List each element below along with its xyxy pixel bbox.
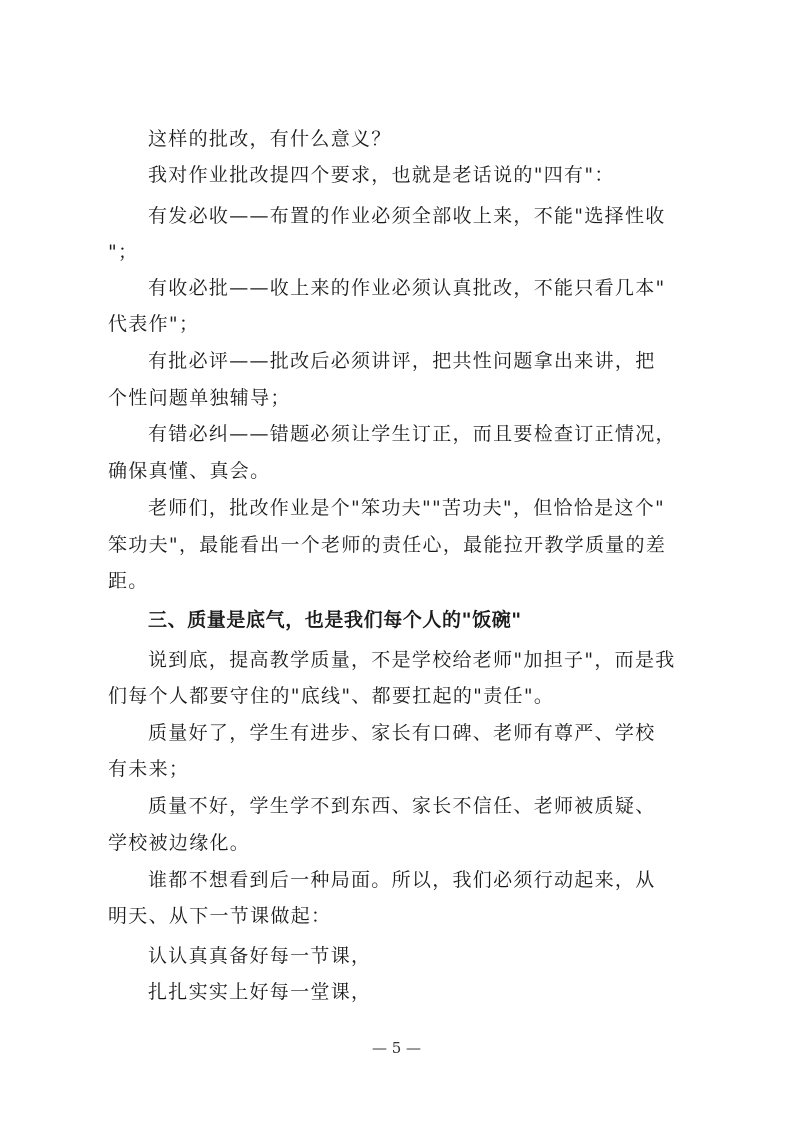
body-line: 们每个人都要守住的"底线"、都要扛起的"责任"。 — [108, 685, 555, 707]
section-heading: 三、质量是底气，也是我们每个人的"饭碗" — [148, 609, 522, 631]
body-line: 说到底，提高教学质量，不是学校给老师"加担子"，而是我 — [148, 649, 676, 671]
body-line: 有收必批——收上来的作业必须认真批改，不能只看几本" — [148, 277, 666, 299]
body-line: 谁都不想看到后一种局面。所以，我们必须行动起来，从 — [148, 869, 656, 891]
body-line: 老师们，批改作业是个"笨功夫""苦功夫"，但恰恰是这个" — [148, 497, 666, 519]
body-line: 有错必纠——错题必须让学生订正，而且要检查订正情况， — [148, 423, 676, 445]
body-line: 认认真真备好每一节课， — [148, 945, 372, 967]
body-line: 扎扎实实上好每一堂课， — [148, 981, 372, 1003]
body-line: 质量不好，学生学不到东西、家长不信任、老师被质疑、 — [148, 795, 656, 817]
body-line: 距。 — [108, 570, 149, 592]
body-line: 个性问题单独辅导； — [108, 387, 291, 409]
body-line: 明天、从下一节课做起： — [108, 905, 332, 927]
body-line: 质量好了，学生有进步、家长有口碑、老师有尊严、学校 — [148, 722, 656, 744]
body-line: 学校被边缘化。 — [108, 832, 251, 854]
page-number: — 5 — — [371, 1039, 422, 1057]
body-line: 笨功夫"，最能看出一个老师的责任心，最能拉开教学质量的差 — [108, 534, 667, 556]
body-line: 有未来； — [108, 758, 190, 780]
body-line: 有发必收——布置的作业必须全部收上来，不能"选择性收 — [148, 205, 666, 227]
body-line: 确保真懂、真会。 — [108, 460, 271, 482]
body-line: "； — [108, 241, 139, 263]
body-line: 这样的批改，有什么意义？ — [148, 128, 392, 150]
body-line: 代表作"； — [108, 313, 200, 335]
body-line: 我对作业批改提四个要求，也就是老话说的"四有"： — [148, 164, 615, 186]
body-line: 有批必评——批改后必须讲评，把共性问题拿出来讲，把 — [148, 350, 656, 372]
